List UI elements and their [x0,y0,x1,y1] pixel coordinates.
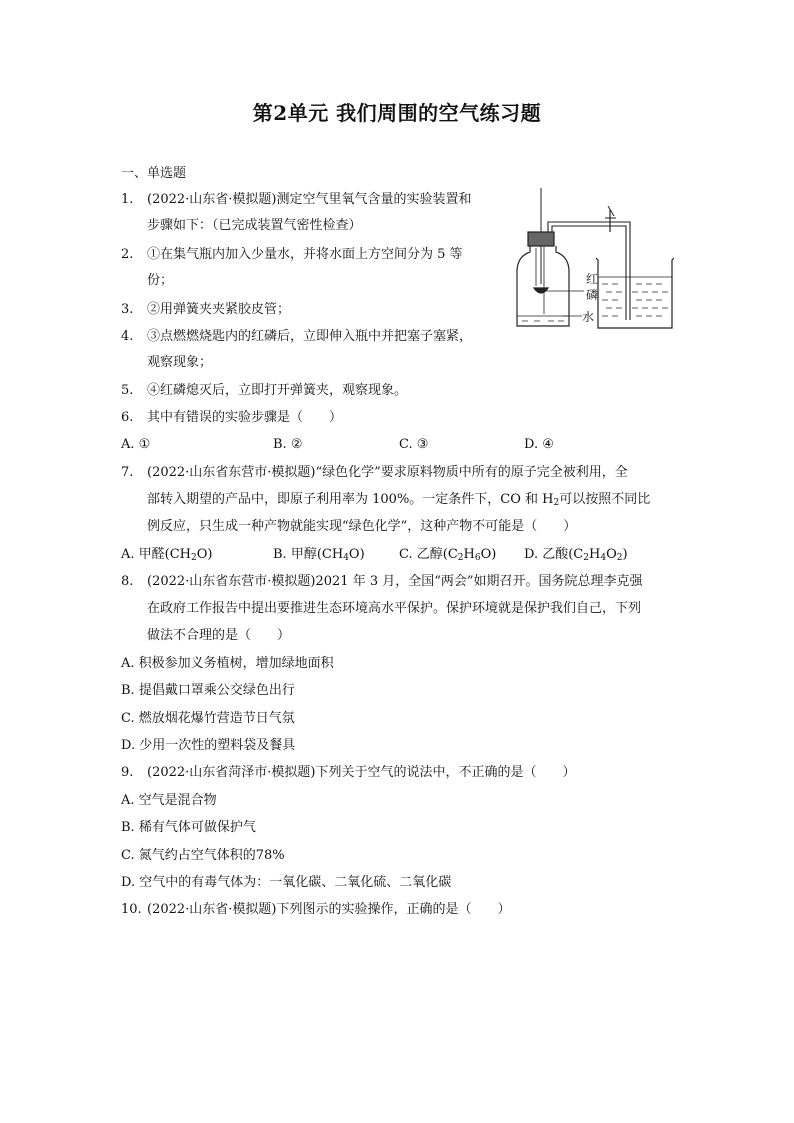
question-text: 观察现象； [147,355,213,370]
question-number: 1. [121,192,134,207]
option-b: B. 提倡戴口罩乘公交绿色出行 [121,683,295,698]
option-c [399,545,496,565]
subscript: 2 [583,553,589,563]
subscript: 2 [553,498,560,508]
combustion-spoon [534,288,548,293]
option-d: D. 少用一次性的塑料袋及餐具 [121,738,296,753]
text-part: H [588,547,601,562]
question-text: 做法不合理的是（ ） [147,628,291,643]
question-number: 6. [121,410,134,425]
option-a: A. 积极参加义务植树，增加绿地面积 [121,656,334,671]
question-text: ③点燃燃烧匙内的红磷后，立即伸入瓶中并把塞子塞紧， [147,329,473,344]
stopper [528,232,554,246]
question-text [147,490,650,510]
question-number: 5. [121,383,134,398]
option-a: A. 空气是混合物 [121,793,217,808]
text-part: O) [348,547,365,562]
option-d: D. ④ [524,437,554,452]
question-number: 4. [121,329,134,344]
text-part: C. 乙醇(C [399,547,458,562]
option-b: B. ② [273,437,303,452]
question-number: 8. [121,574,134,589]
subscript: 2 [191,553,197,563]
label-red: 红 [586,272,599,286]
text-part: 可以按照不同比 [559,492,651,507]
question-text: (2022·山东省·模拟题)测定空气里氧气含量的实验装置和 [147,192,472,207]
label-water: 水 [582,310,595,324]
subscript: 2 [616,553,623,563]
question-text: 其中有错误的实验步骤是（ ） [147,410,343,425]
option-b [273,545,365,565]
text-part: O) [480,547,497,562]
question-number: 9. [121,765,134,780]
gas-bottle [517,246,569,326]
question-text: (2022·山东省菏泽市·模拟题)下列关于空气的说法中，不正确的是（ ） [147,765,576,780]
question-text: (2022·山东省东营市·模拟题)“绿色化学”要求原料物质中所有的原子完全被利用，全 [147,465,628,480]
text-part: 部转入期望的产品中，即原子利用率为 100%。一定条件下，CO 和 H [147,492,554,507]
apparatus-figure [512,188,674,330]
text-part: D. 乙酸(C [524,547,584,562]
question-number: 2. [121,247,134,262]
option-b: B. 稀有气体可做保护气 [121,820,256,835]
question-text: ②用弹簧夹夹紧胶皮管； [147,302,291,317]
question-text: 份； [147,273,174,288]
question-text: 在政府工作报告中提出要推进生态环境高水平保护。保护环境就是保护我们自己，下列 [147,601,642,616]
option-a: A. ① [121,437,151,452]
option-d: D. 空气中的有毒气体为：一氧化碳、二氧化硫、二氧化碳 [121,875,452,890]
text-part: B. 甲醇(CH [273,547,344,562]
page-title: 第2单元 我们周围的空气练习题 [252,101,542,125]
subscript: 4 [343,553,349,563]
text-part: A. 甲醛(CH [121,547,192,562]
question-number: 10. [121,902,142,917]
option-a [121,545,212,565]
beaker-water [602,284,668,316]
section-heading: 一、单选题 [121,166,187,181]
text-part: ) [622,547,628,562]
text-part: O) [196,547,213,562]
question-text: (2022·山东省东营市·模拟题)2021 年 3 月，全国“两会”如期召开。国务院总理李克强 [147,574,643,589]
option-c: C. 燃放烟花爆竹营造节日气氛 [121,711,295,726]
option-d [524,545,628,565]
question-text: (2022·山东省·模拟题)下列图示的实验操作，正确的是（ ） [147,902,511,917]
text-part: H [463,547,475,562]
delivery-tube [548,222,630,320]
subscript: 2 [457,553,464,563]
question-text: ④红磷熄灭后，立即打开弹簧夹，观察现象。 [147,383,408,398]
question-text: 步骤如下：（已完成装置气密性检查） [147,218,362,233]
beaker [596,258,674,328]
subscript: 4 [600,553,607,563]
question-text: 例反应，只生成一种产物就能实现“绿色化学”，这种产物不可能是（ ） [147,519,577,534]
label-phosphorus: 磷 [586,288,599,302]
question-text: ①在集气瓶内加入少量水，并将水面上方空间分为 5 等 [147,247,463,262]
text-part: O [606,547,617,562]
question-number: 7. [121,465,134,480]
subscript: 6 [474,553,481,563]
option-c: C. ③ [399,437,429,452]
option-c: C. 氮气约占空气体积的78% [121,848,285,863]
question-number: 3. [121,302,134,317]
